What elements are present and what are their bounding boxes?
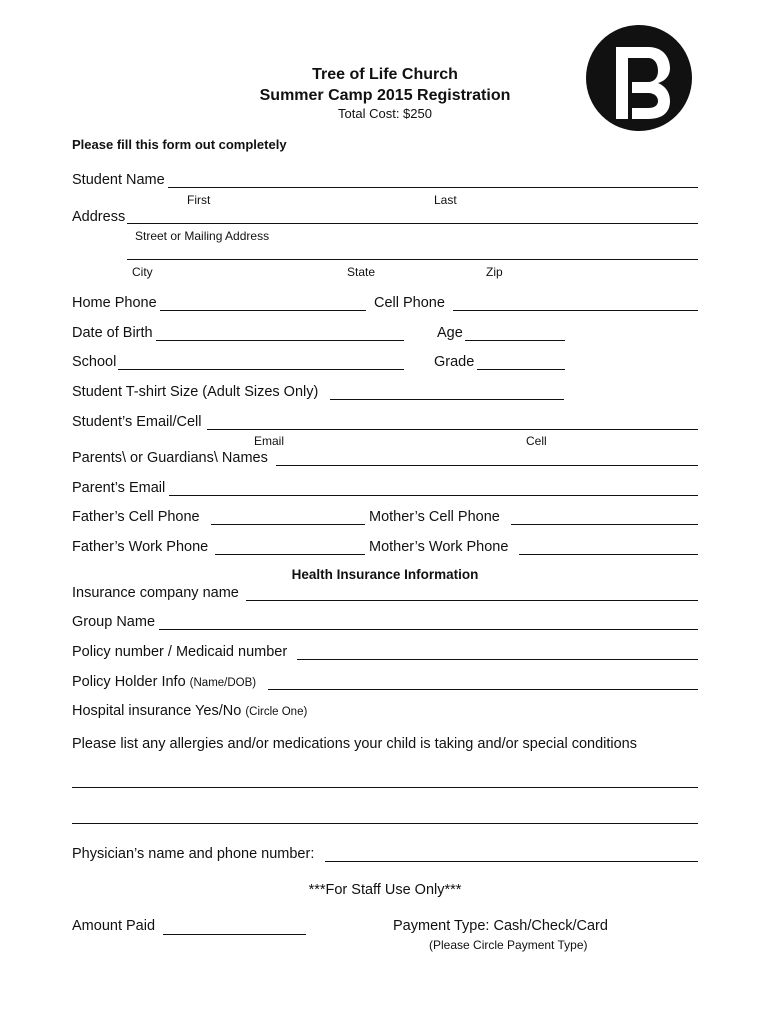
city-state-zip-field[interactable]: [127, 259, 698, 260]
hospital-insurance-hint: (Circle One): [245, 706, 308, 718]
last-name-hint: Last: [434, 193, 457, 207]
age-label: Age: [437, 325, 463, 341]
group-name-label: Group Name: [72, 614, 156, 630]
student-email-cell-field[interactable]: [207, 429, 698, 430]
insurance-company-field[interactable]: [246, 600, 698, 601]
school-field[interactable]: [118, 369, 404, 370]
tshirt-label: Student T-shirt Size (Adult Sizes Only): [72, 384, 319, 400]
cell-hint: Cell: [526, 434, 547, 448]
age-field[interactable]: [465, 340, 565, 341]
policy-number-label: Policy number / Medicaid number: [72, 644, 288, 660]
tshirt-field[interactable]: [330, 399, 564, 400]
dob-field[interactable]: [156, 340, 404, 341]
dob-label: Date of Birth: [72, 325, 153, 341]
form-instructions: Please fill this form out completely: [72, 137, 287, 152]
payment-type-hint: (Please Circle Payment Type): [429, 938, 588, 952]
parents-names-label: Parents\ or Guardians\ Names: [72, 450, 268, 466]
cell-phone-field[interactable]: [453, 310, 698, 311]
grade-field[interactable]: [477, 369, 565, 370]
policy-holder-text: Policy Holder Info: [72, 674, 186, 690]
church-logo-icon: [586, 25, 692, 131]
payment-type-label: Payment Type: Cash/Check/Card: [393, 918, 608, 934]
zip-hint: Zip: [486, 265, 503, 279]
allergies-line-2[interactable]: [72, 823, 698, 824]
insurance-heading: Health Insurance Information: [291, 567, 479, 582]
policy-number-field[interactable]: [297, 659, 698, 660]
mother-work-label: Mother’s Work Phone: [369, 539, 509, 555]
policy-holder-field[interactable]: [268, 689, 698, 690]
father-work-label: Father’s Work Phone: [72, 539, 209, 555]
physician-label: Physician’s name and phone number:: [72, 846, 315, 862]
street-hint: Street or Mailing Address: [135, 229, 270, 243]
student-name-field[interactable]: [168, 187, 698, 188]
grade-label: Grade: [434, 354, 475, 370]
parent-email-field[interactable]: [169, 495, 698, 496]
physician-field[interactable]: [325, 861, 698, 862]
policy-holder-hint: (Name/DOB): [189, 677, 257, 689]
staff-use-heading: ***For Staff Use Only***: [308, 882, 462, 898]
school-label: School: [72, 354, 117, 370]
insurance-company-label: Insurance company name: [72, 585, 239, 601]
address-label: Address: [72, 209, 126, 225]
mother-cell-label: Mother’s Cell Phone: [369, 509, 500, 525]
total-cost: Total Cost: $250: [338, 106, 432, 121]
father-work-field[interactable]: [215, 554, 365, 555]
city-hint: City: [132, 265, 153, 279]
hospital-insurance-label: [72, 704, 307, 719]
student-name-label: Student Name: [72, 172, 165, 188]
policy-holder-label: [72, 675, 256, 690]
allergies-line-1[interactable]: [72, 787, 698, 788]
parents-names-field[interactable]: [276, 465, 698, 466]
state-hint: State: [347, 265, 376, 279]
father-cell-label: Father’s Cell Phone: [72, 509, 200, 525]
first-name-hint: First: [187, 193, 211, 207]
church-name: Tree of Life Church: [312, 66, 458, 83]
student-email-cell-label: Student’s Email/Cell: [72, 414, 202, 430]
email-hint: Email: [254, 434, 285, 448]
cell-phone-label: Cell Phone: [374, 295, 445, 311]
amount-paid-label: Amount Paid: [72, 918, 156, 934]
home-phone-field[interactable]: [160, 310, 366, 311]
amount-paid-field[interactable]: [163, 934, 306, 935]
form-title: Summer Camp 2015 Registration: [259, 87, 511, 104]
mother-cell-field[interactable]: [511, 524, 698, 525]
father-cell-field[interactable]: [211, 524, 365, 525]
street-address-field[interactable]: [127, 223, 698, 224]
home-phone-label: Home Phone: [72, 295, 157, 311]
allergies-label: Please list any allergies and/or medications your child is taking and/or special conditions: [72, 736, 637, 752]
group-name-field[interactable]: [159, 629, 698, 630]
hospital-insurance-text: Hospital insurance Yes/No: [72, 703, 242, 719]
mother-work-field[interactable]: [519, 554, 698, 555]
parent-email-label: Parent’s Email: [72, 480, 166, 496]
